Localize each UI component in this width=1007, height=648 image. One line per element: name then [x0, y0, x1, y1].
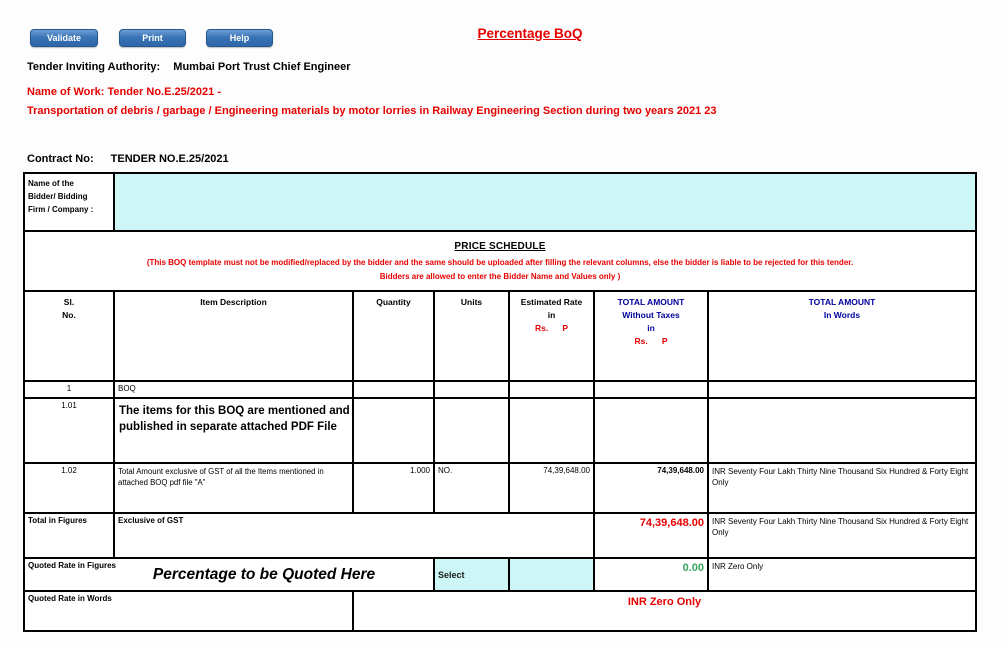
quoted-words-value: INR Zero Only — [627, 596, 702, 608]
header-total-line2: Without Taxes — [622, 310, 680, 320]
name-of-work-line2: Transportation of debris / garbage / Engineering materials by motor lorries in Railway Engineering Section during two years 2021 23 — [27, 105, 717, 117]
quoted-rate-figures-row — [25, 559, 975, 592]
row102-units: NO. — [435, 464, 510, 512]
row1-units — [435, 382, 510, 397]
header-total-currency: Rs. P — [634, 336, 668, 346]
table-row-1-02 — [25, 464, 975, 514]
tender-authority-label: Tender Inviting Authority: — [27, 61, 161, 73]
row101-units — [435, 399, 510, 462]
row101-est-rate — [510, 399, 595, 462]
bidder-row — [25, 174, 975, 232]
row101-total-amount — [595, 399, 709, 462]
row1-est-rate — [510, 382, 595, 397]
price-schedule-note1: (This BOQ template must not be modified/replaced by the bidder and the same should be uploaded after filling the relevant columns, else the bidder is liable to be rejected for this tender. — [146, 258, 854, 267]
header-quantity: Quantity — [354, 292, 435, 380]
name-of-work-line1: Name of Work: Tender No.E.25/2021 - — [27, 86, 221, 98]
row101-quantity — [354, 399, 435, 462]
contract-no-line — [27, 153, 229, 165]
row102-quantity: 1.000 — [354, 464, 435, 512]
row1-description: BOQ — [115, 382, 354, 397]
row102-sl: 1.02 — [25, 464, 115, 512]
page-title: Percentage BoQ — [477, 26, 583, 41]
header-total-line1: TOTAL AMOUNT — [617, 297, 685, 307]
quoted-rate-input[interactable] — [510, 559, 595, 590]
total-row-words: INR Seventy Four Lakh Thirty Nine Thousand Six Hundred & Forty Eight Only — [712, 517, 969, 537]
row1-sl: 1 — [25, 382, 115, 397]
bidder-label-cell — [25, 174, 115, 230]
header-total-line3: in — [647, 323, 655, 333]
help-button[interactable]: Help — [206, 29, 273, 47]
row1-quantity — [354, 382, 435, 397]
quoted-amount-value: 0.00 — [595, 559, 709, 590]
tender-authority-line — [27, 61, 351, 73]
quoted-figures-label-cell — [25, 559, 435, 590]
table-row-1-01 — [25, 399, 975, 464]
bidder-label-line3: Firm / Company : — [28, 205, 94, 214]
header-est-rate-currency: Rs. P — [534, 323, 569, 333]
total-row-label: Total in Figures — [25, 514, 115, 557]
row102-est-rate: 74,39,648.00 — [510, 464, 595, 512]
print-button[interactable]: Print — [119, 29, 186, 47]
price-schedule-note2: Bidders are allowed to enter the Bidder Name and Values only ) — [379, 272, 621, 281]
header-sl-line1: Sl. — [63, 297, 75, 307]
row101-description: The items for this BOQ are mentioned and published in separate attached PDF File — [115, 399, 354, 462]
header-total-words — [709, 292, 975, 380]
total-row-description: Exclusive of GST — [115, 514, 595, 557]
table-row-1 — [25, 382, 975, 399]
header-item-description: Item Description — [115, 292, 354, 380]
header-total-amount — [595, 292, 709, 380]
quoted-words-label: Quoted Rate in Words — [25, 592, 354, 630]
table-header-row — [25, 292, 975, 382]
header-sl-line2: No. — [62, 310, 76, 320]
row102-total-amount: 74,39,648.00 — [595, 464, 709, 512]
contract-no-label: Contract No: — [27, 153, 94, 165]
header-est-rate-line2: in — [547, 310, 556, 320]
header-units: Units — [435, 292, 510, 380]
bidder-label-line2: Bidder/ Bidding — [28, 192, 88, 201]
header-words-line1: TOTAL AMOUNT — [808, 297, 876, 307]
header-est-rate-line1: Estimated Rate — [520, 297, 583, 307]
validate-button[interactable]: Validate — [30, 29, 98, 47]
contract-no-value: TENDER NO.E.25/2021 — [110, 153, 229, 165]
row1-total-amount — [595, 382, 709, 397]
header-estimated-rate — [510, 292, 595, 380]
quoted-figures-label: Quoted Rate in Figures — [28, 561, 117, 570]
price-schedule-cell — [25, 232, 975, 290]
tender-authority-value: Mumbai Port Trust Chief Engineer — [173, 61, 351, 73]
price-schedule-title: PRICE SCHEDULE — [454, 241, 546, 252]
percentage-quote-hint: Percentage to be Quoted Here — [152, 565, 376, 583]
quoted-amount-words: INR Zero Only — [712, 562, 764, 571]
header-words-line2: In Words — [823, 310, 861, 320]
header-sl-no — [25, 292, 115, 380]
row1-total-words — [709, 382, 975, 397]
bidder-name-input[interactable] — [115, 174, 975, 230]
quoted-rate-words-row — [25, 592, 975, 630]
row102-description: Total Amount exclusive of GST of all the Items mentioned in attached BOQ pdf file "A" — [115, 464, 354, 512]
price-schedule-row — [25, 232, 975, 292]
row101-total-words — [709, 399, 975, 462]
bidder-label-line1: Name of the — [28, 179, 74, 188]
row102-total-words: INR Seventy Four Lakh Thirty Nine Thousand Six Hundred & Forty Eight Only — [712, 467, 969, 487]
quote-type-select[interactable]: Select — [435, 559, 510, 590]
total-row-amount: 74,39,648.00 — [595, 514, 709, 557]
row101-sl: 1.01 — [25, 399, 115, 462]
total-in-figures-row — [25, 514, 975, 559]
boq-table — [23, 172, 977, 632]
